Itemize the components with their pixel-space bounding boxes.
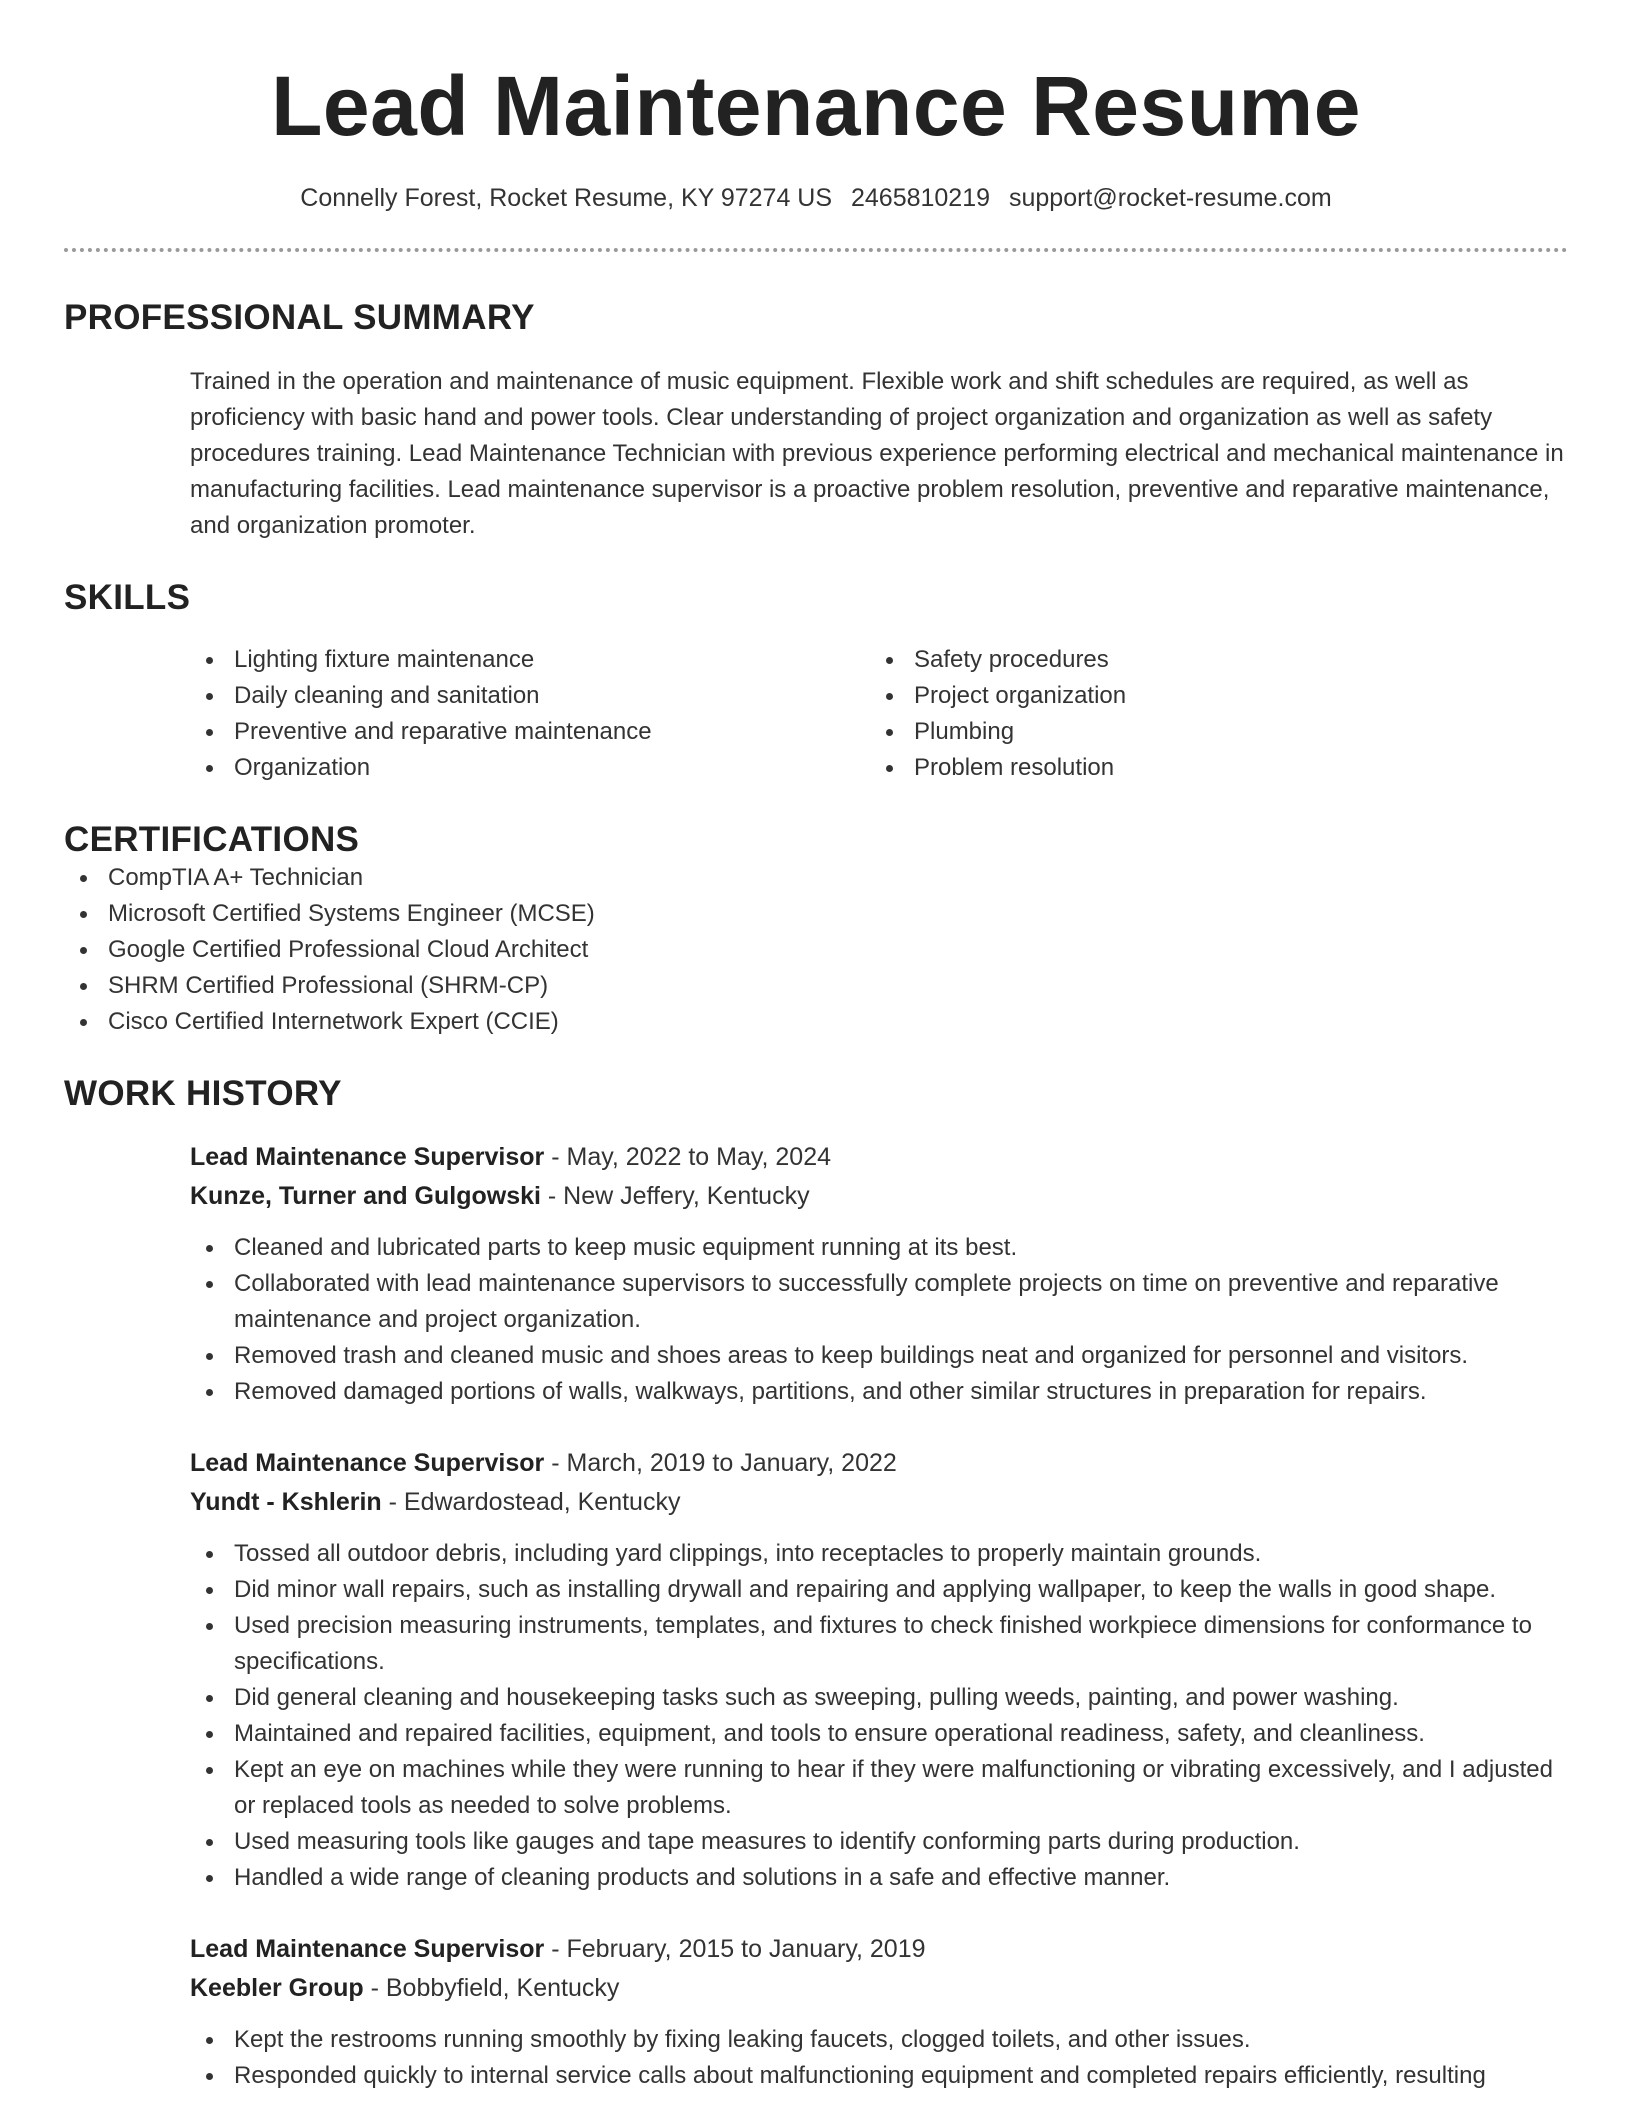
job-bullet: Did general cleaning and housekeeping tasks such as sweeping, pulling weeds, painting, and power washing.	[190, 1680, 1568, 1716]
job-location: - Edwardostead, Kentucky	[381, 1488, 681, 1516]
contact-phone: 2465810219	[850, 184, 991, 212]
summary-text: Trained in the operation and maintenance of music equipment. Flexible work and shift schedules are required, as well as proficiency with basic hand and power tools. Clear understanding of project organization and organization as well as safety procedures training. Lead Maintenance Technician with previous experience performing electrical and mechanical maintenance in manufacturing facilities. Lead maintenance supervisor is a proactive problem resolution, preventive and reparative maintenance, and organization promoter.	[190, 368, 1564, 539]
job-dates: - May, 2022 to May, 2024	[544, 1143, 831, 1171]
job-title-line	[190, 1444, 1568, 1483]
job-company: Kunze, Turner and Gulgowski	[190, 1182, 541, 1210]
job-bullet: Collaborated with lead maintenance supervisors to successfully complete projects on time on preventive and reparative maintenance and project organization.	[190, 1266, 1568, 1338]
job-title-line	[190, 1930, 1568, 1969]
skill-item: Lighting fixture maintenance	[190, 642, 870, 678]
resume-header	[64, 0, 1568, 214]
work-history-heading: WORK HISTORY	[64, 1074, 342, 1113]
job-bullet: Tossed all outdoor debris, including yard clippings, into receptacles to properly maintain grounds.	[190, 1536, 1568, 1572]
certification-item: CompTIA A+ Technician	[64, 860, 1568, 896]
job-location: - Bobbyfield, Kentucky	[363, 1974, 620, 2002]
job-bullet: Used measuring tools like gauges and tape measures to identify conforming parts during production.	[190, 1824, 1568, 1860]
job-dates: - February, 2015 to January, 2019	[544, 1935, 926, 1963]
job-role: Lead Maintenance Supervisor	[190, 1143, 545, 1171]
job-company: Keebler Group	[190, 1974, 364, 2002]
job-role: Lead Maintenance Supervisor	[190, 1935, 545, 1963]
job-bullet: Removed damaged portions of walls, walkways, partitions, and other similar structures in preparation for repairs.	[190, 1374, 1568, 1410]
job-entry	[64, 1444, 1568, 1896]
job-bullet: Removed trash and cleaned music and shoes areas to keep buildings neat and organized for personnel and visitors.	[190, 1338, 1568, 1374]
skills-heading: SKILLS	[64, 578, 191, 617]
job-bullets	[190, 2022, 1568, 2094]
job-company-line	[190, 1177, 1568, 1216]
job-bullet: Handled a wide range of cleaning products and solutions in a safe and effective manner.	[190, 1860, 1568, 1896]
header-divider	[64, 248, 1568, 252]
job-title-line	[190, 1138, 1568, 1177]
certifications-list	[64, 860, 1568, 1040]
job-company: Yundt - Kshlerin	[190, 1488, 382, 1516]
contact-line	[64, 182, 1568, 214]
skills-list-right	[870, 642, 1550, 786]
summary-section	[64, 298, 1568, 544]
job-bullets	[190, 1230, 1568, 1410]
contact-address: Connelly Forest, Rocket Resume, KY 97274 US	[300, 184, 833, 212]
job-bullet: Maintained and repaired facilities, equipment, and tools to ensure operational readiness, safety, and cleanliness.	[190, 1716, 1568, 1752]
job-entry	[64, 1930, 1568, 2094]
skill-item: Problem resolution	[870, 750, 1550, 786]
job-bullet: Responded quickly to internal service calls about malfunctioning equipment and completed repairs efficiently, resulting	[190, 2058, 1568, 2094]
certification-item: Google Certified Professional Cloud Architect	[64, 932, 1568, 968]
job-location: - New Jeffery, Kentucky	[540, 1182, 810, 1210]
job-company-line	[190, 1969, 1568, 2008]
job-bullet: Used precision measuring instruments, templates, and fixtures to check finished workpiece dimensions for conformance to specifications.	[190, 1608, 1568, 1680]
skill-item: Organization	[190, 750, 870, 786]
certification-item: Microsoft Certified Systems Engineer (MCSE)	[64, 896, 1568, 932]
certifications-section	[64, 820, 1568, 1040]
skills-list-left	[190, 642, 870, 786]
skills-section	[64, 578, 1568, 786]
skills-grid	[64, 642, 1568, 786]
resume-title: Lead Maintenance Resume	[271, 59, 1361, 153]
skill-item: Preventive and reparative maintenance	[190, 714, 870, 750]
certifications-heading: CERTIFICATIONS	[64, 820, 360, 859]
job-role: Lead Maintenance Supervisor	[190, 1449, 545, 1477]
job-bullet: Kept the restrooms running smoothly by fixing leaking faucets, clogged toilets, and other issues.	[190, 2022, 1568, 2058]
certification-item: SHRM Certified Professional (SHRM-CP)	[64, 968, 1568, 1004]
summary-heading: PROFESSIONAL SUMMARY	[64, 298, 535, 337]
contact-email[interactable]: support@rocket-resume.com	[1008, 184, 1332, 212]
skill-item: Plumbing	[870, 714, 1550, 750]
job-bullet: Did minor wall repairs, such as installing drywall and repairing and applying wallpaper, to keep the walls in good shape.	[190, 1572, 1568, 1608]
job-company-line	[190, 1483, 1568, 1522]
job-dates: - March, 2019 to January, 2022	[544, 1449, 897, 1477]
job-bullet: Kept an eye on machines while they were running to hear if they were malfunctioning or vibrating excessively, and I adjusted or replaced tools as needed to solve problems.	[190, 1752, 1568, 1824]
work-history-section	[64, 1074, 1568, 2094]
skill-item: Safety procedures	[870, 642, 1550, 678]
job-entry	[64, 1138, 1568, 1410]
certification-item: Cisco Certified Internetwork Expert (CCIE)	[64, 1004, 1568, 1040]
skill-item: Project organization	[870, 678, 1550, 714]
job-bullets	[190, 1536, 1568, 1896]
job-bullet: Cleaned and lubricated parts to keep music equipment running at its best.	[190, 1230, 1568, 1266]
skill-item: Daily cleaning and sanitation	[190, 678, 870, 714]
